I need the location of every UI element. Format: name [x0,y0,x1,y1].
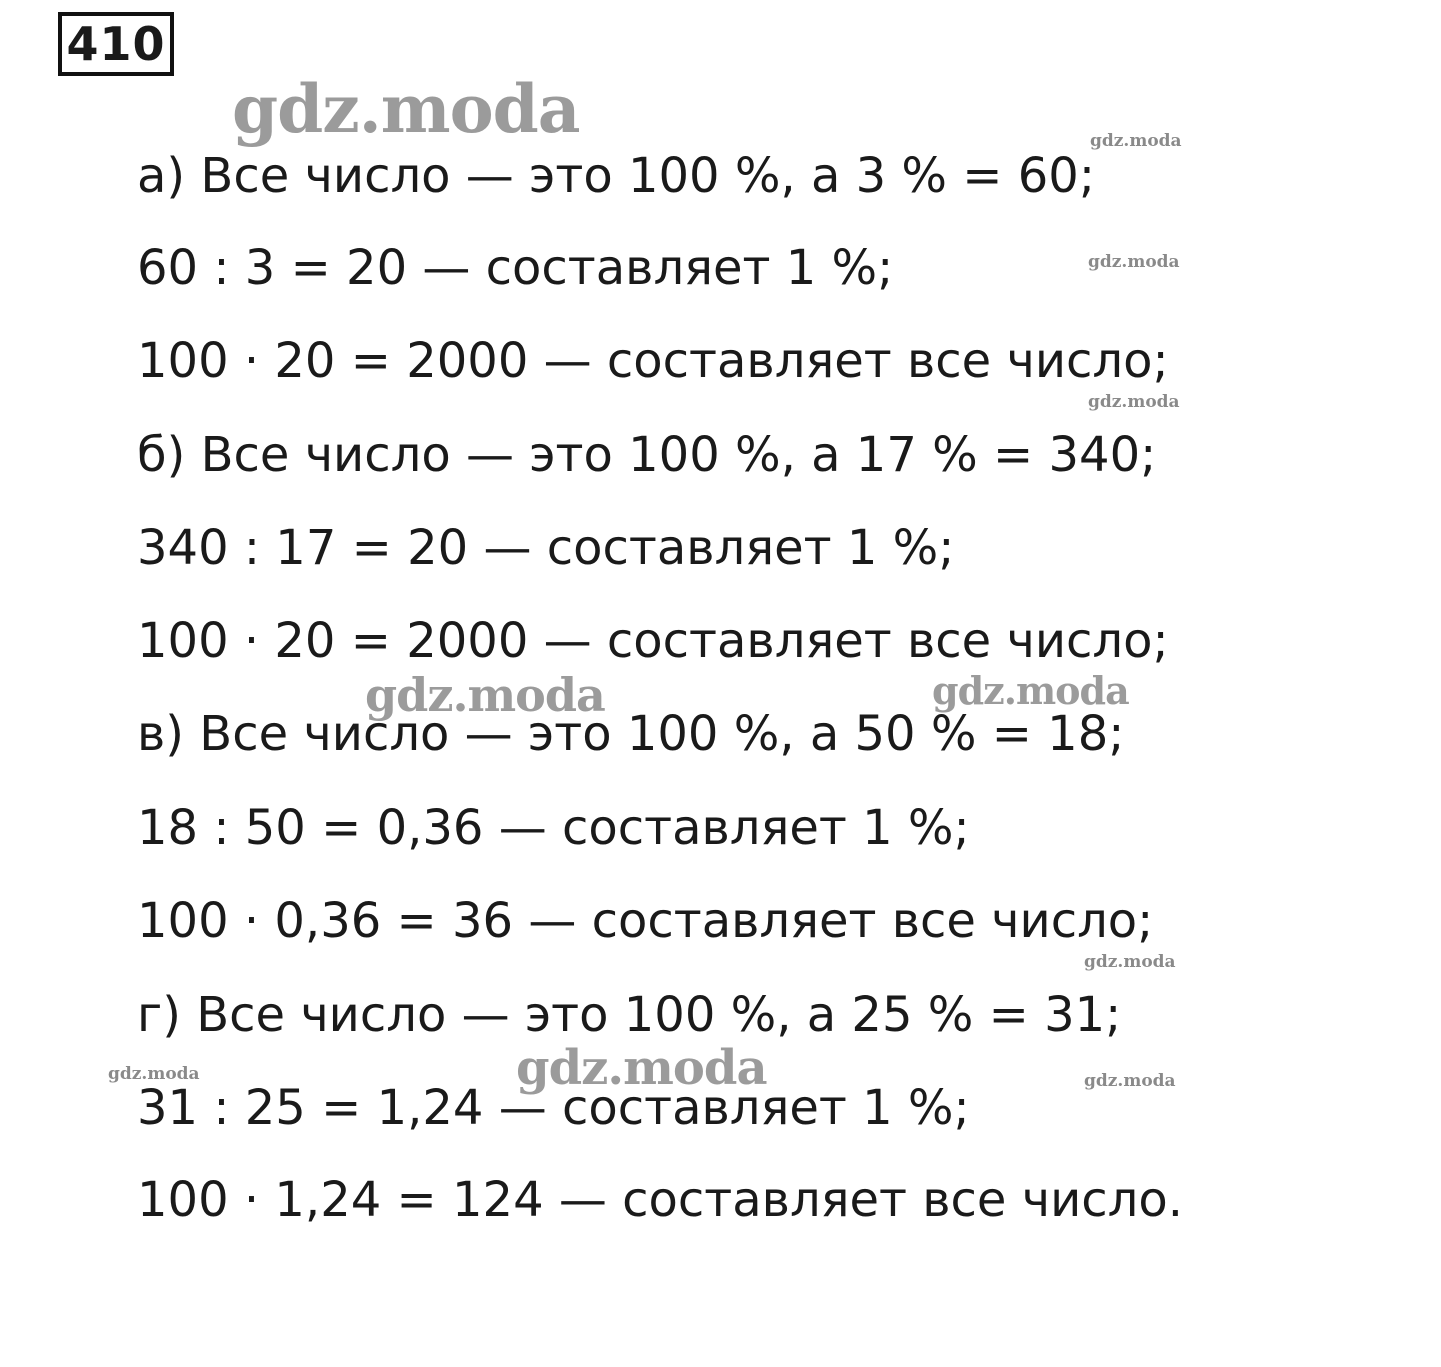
watermark-small: gdz.moda [1088,392,1180,412]
solution-line-g-1: г) Все число — это 100 %, а 25 % = 31; [137,987,1122,1043]
watermark-small: gdz.moda [1084,1071,1176,1091]
watermark-small: gdz.moda [1090,131,1182,151]
watermark-small: gdz.moda [1088,252,1180,272]
solution-line-g-3: 100 · 1,24 = 124 — составляет все число. [137,1172,1183,1228]
watermark-small: gdz.moda [108,1064,200,1084]
solution-line-b-1: б) Все число — это 100 %, а 17 % = 340; [137,427,1157,483]
solution-line-v-1: в) Все число — это 100 %, а 50 % = 18; [137,706,1125,762]
watermark-large: gdz.moda [365,668,605,722]
solution-line-a-1: а) Все число — это 100 %, а 3 % = 60; [137,148,1096,204]
problem-number: 410 [58,12,174,76]
watermark-large: gdz.moda [932,668,1129,713]
solution-line-v-3: 100 · 0,36 = 36 — составляет все число; [137,893,1154,949]
watermark-small: gdz.moda [1084,952,1176,972]
watermark-large: gdz.moda [516,1040,767,1096]
solution-line-g-2: 31 : 25 = 1,24 — составляет 1 %; [137,1080,970,1136]
solution-line-a-3: 100 · 20 = 2000 — составляет все число; [137,333,1169,389]
solution-line-b-3: 100 · 20 = 2000 — составляет все число; [137,613,1169,669]
solution-line-v-2: 18 : 50 = 0,36 — составляет 1 %; [137,800,970,856]
watermark-large: gdz.moda [232,70,580,148]
solution-line-a-2: 60 : 3 = 20 — составляет 1 %; [137,240,894,296]
solution-line-b-2: 340 : 17 = 20 — составляет 1 %; [137,520,955,576]
